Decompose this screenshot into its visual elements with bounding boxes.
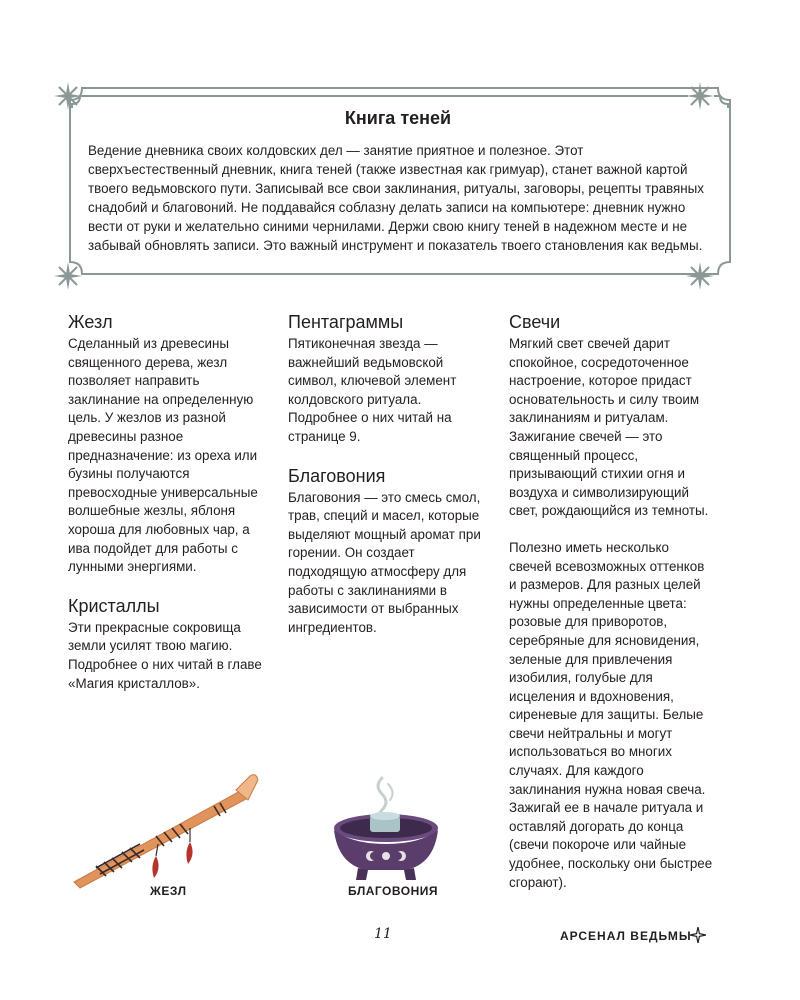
section-title-incense: Благовония <box>288 465 386 486</box>
intro-body: Ведение дневника своих колдовских дел — занятие приятное и полезное. Этот сверхъестественный дневник, книга теней (также известная как гримуар), станет важной картой твоего ведьмовского пути. Записывай все свои заклинания, ритуалы, заговоры, рецепты травяных снадобий и благовоний. Не поддавайся соблазну делать записи на компьютере: дневник нужно вести от руки и желательно синими чернилами. Держи свою книгу теней в надежном месте и не забывай обновлять записи. Это важный инструмент и показатель твоего становления как ведьмы. <box>88 143 704 253</box>
wand-caption: ЖЕЗЛ <box>150 884 187 898</box>
section-body-wand: Сделанный из древесины священного дерева, жезл позволяет направить заклинание на определенную цель. У жезлов из разной древесины разное предназначение: из ореха или бузины получаются превосходные универсальные волшебные жезлы, яблоня хороша для любовных чар, а ива подойдет для работы с лунными энергиями. <box>68 336 258 575</box>
section-body-crystals: Эти прекрасные сокровища земли усилят твою магию. Подробнее о них читай в главе «Магия кристаллов». <box>68 619 262 691</box>
page-number: 11 <box>374 926 392 942</box>
cauldron-illustration <box>330 772 442 884</box>
incense-caption: БЛАГОВОНИЯ <box>348 884 439 898</box>
section-title-pentagrams: Пентаграммы <box>288 312 404 332</box>
section-body-pentagrams: Пятиконечная звезда — важнейший ведьмовской символ, ключевой элемент колдовского ритуала. Подробнее о них читай на странице 9. <box>288 336 457 444</box>
section-title-crystals: Кристаллы <box>68 595 160 616</box>
star-icon <box>690 927 706 943</box>
intro-box <box>88 108 708 255</box>
section-title-candles: Свечи <box>509 312 561 332</box>
column-middle <box>288 312 493 637</box>
section-body-candles-2: Полезно иметь несколько свечей всевозможных оттенков и размеров. Для разных целей нужны определенные цвета: розовые для приворотов, серебряные для ясновидения, зеленые для привлечения изобилия, голубые для исцеления и вдохновения, сиреневые для защиты. Белые свечи нейтральны и могут использоваться во многих случаях. Для каждого заклинания нужна новая свеча. Зажигай ее в начале ритуала и оставляй догорать до конца (свечи покороче или чайные удобнее, поскольку они быстрее сгорают). <box>509 539 713 890</box>
column-left <box>68 312 273 693</box>
section-body-incense: Благовония — это смесь смол, трав, специй и масел, которые выделяют мощный аромат при горении. Он создает подходящую атмосферу для работы с заклинаниями в зависимости от выбранных ингредиентов. <box>288 489 481 635</box>
section-title-wand: Жезл <box>68 312 113 332</box>
section-body-candles-1: Мягкий свет свечей дарит спокойное, сосредоточенное настроение, которое придаст основательность и силу твоим заклинаниям и ритуалам. Зажигание свечей — это священный процесс, призывающий стихии огня и воздуха и символизирующий свет, рождающийся из темноты. <box>509 336 709 519</box>
intro-title: Книга теней <box>344 108 452 128</box>
column-right <box>509 312 714 892</box>
running-title: АРСЕНАЛ ВЕДЬМЫ <box>560 929 692 943</box>
wand-illustration <box>66 770 266 890</box>
